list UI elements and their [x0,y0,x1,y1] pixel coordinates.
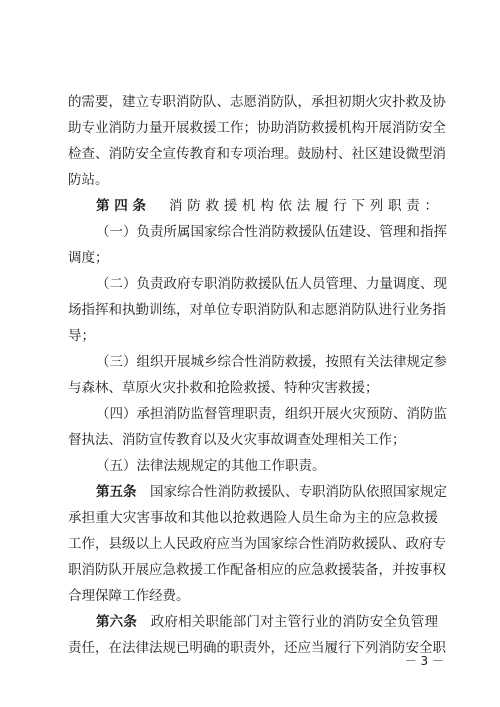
body-line: 检查、消防安全宣传教育和专项治理。鼓励村、社区建设微型消 [68,146,446,162]
body-line: 与森林、草原火灾扑救和抢险救援、特种灾害救援； [68,380,379,396]
body-line: 合理保障工作经费。 [68,588,190,604]
article-4-heading: 第四条 [96,198,151,214]
body-line: 场指挥和执勤训练，对单位专职消防队和志愿消防队进行业务指 [68,302,446,318]
body-line: （一）负责所属国家综合性消防救援队伍建设、管理和指挥 [96,224,447,240]
article-6-text: 政府相关职能部门对主管行业的消防安全负管理 [150,614,438,630]
page-number: － 3 － [404,654,444,668]
article-5-heading: 第五条 [96,484,137,500]
body-line: 助专业消防力量开展救援工作；协助消防救援机构开展消防安全 [68,120,446,136]
body-line: 承担重大灾害事故和其他以抢救遇险人员生命为主的应急救援 [68,510,438,526]
body-line: （四）承担消防监督管理职责，组织开展火灾预防、消防监 [96,406,447,422]
article-6-heading: 第六条 [96,614,138,630]
article-4-text: 消防救援机构依法履行下列职责： [169,198,438,214]
body-line: 职消防队开展应急救援工作配备相应的应急救援装备，并按事权 [68,562,446,578]
body-line: 的需要，建立专职消防队、志愿消防队，承担初期火灾扑救及协 [68,94,446,110]
body-line: 防站。 [68,172,109,188]
body-line: （二）负责政府专职消防救援队伍人员管理、力量调度、现 [96,276,447,292]
body-line: （三）组织开展城乡综合性消防救援，按照有关法律规定参 [96,354,447,370]
body-line: 责任，在法律法规已明确的职责外，还应当履行下列消防安全职 [68,640,446,656]
body-line: 调度； [68,250,109,266]
body-line: （五）法律法规规定的其他工作职责。 [96,458,326,474]
article-4-line [96,197,438,215]
body-line: 工作，县级以上人民政府应当为国家综合性消防救援队、政府专 [68,536,446,552]
body-line: 导； [68,328,95,344]
article-5-text: 国家综合性消防救援队、专职消防队依照国家规定 [150,484,447,500]
article-6-line [96,613,438,631]
body-line: 督执法、消防宣传教育以及火灾事故调查处理相关工作； [68,432,406,448]
article-5-line [96,483,447,501]
